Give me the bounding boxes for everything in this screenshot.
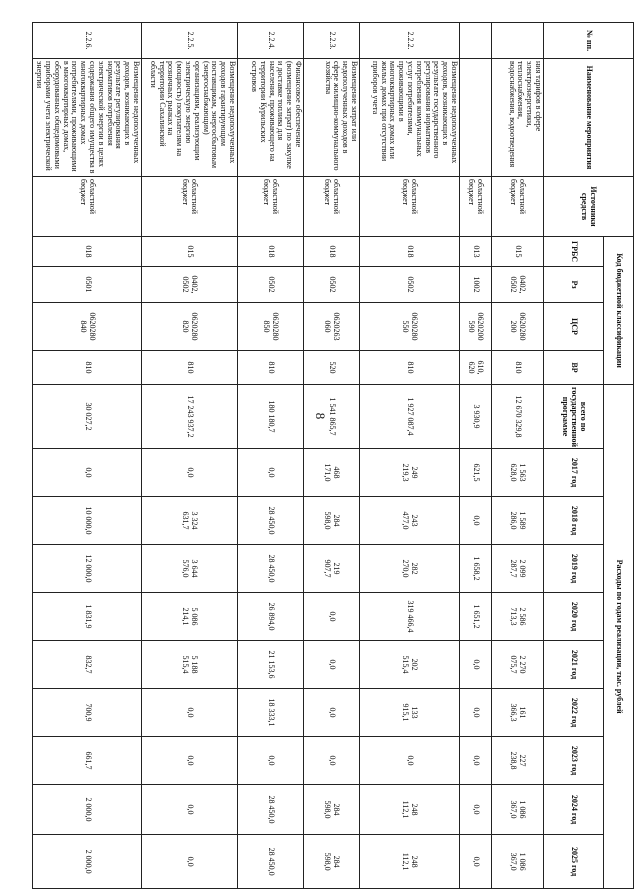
row-grbs: 015 — [142, 237, 238, 267]
budget-table — [32, 22, 634, 889]
row-source: областной бюджет — [142, 177, 238, 237]
header-year: 2025 год — [544, 835, 604, 889]
row-year-value: 3 644 576,0 — [142, 545, 238, 593]
row-year-value: 1 831,9 — [33, 593, 142, 641]
table-row — [33, 23, 142, 889]
header-row-top — [604, 23, 634, 889]
row-activity-name: Возмещение недополученных доходов гарантирующим поставщикам, энергосбытовым (энергоснабжающим) организациям, реализующим электрическую энергию (мощность) покупателям на розничных рынках на территории Сахалинской области — [142, 59, 238, 177]
row-grbs: 013 — [460, 237, 492, 267]
row-source: областной бюджет — [304, 177, 360, 237]
header-num: № пп. — [544, 23, 634, 59]
row-year-value: 2 000,0 — [33, 835, 142, 889]
row-year-value: 202 515,4 — [360, 641, 460, 689]
row-year-value: 284 598,0 — [304, 785, 360, 835]
row-grbs: 015 — [492, 237, 544, 267]
row-num: 2.2.4. — [238, 23, 304, 59]
header-vr: ВР — [544, 351, 604, 385]
row-year-value: 0,0 — [142, 737, 238, 785]
row-rz: 1002 — [460, 267, 492, 303]
table-row — [142, 23, 238, 889]
row-year-value: 1 589 286,0 — [492, 497, 544, 545]
row-year-value: 28 450,0 — [238, 835, 304, 889]
header-csr: ЦСР — [544, 303, 604, 351]
header-sources: Источники средств — [544, 177, 634, 237]
header-budget-code: Код бюджетной классификации — [604, 237, 634, 385]
row-total: 17 243 937,2 — [142, 385, 238, 449]
row-num: 2.2.6. — [33, 23, 142, 59]
row-year-value: 621,5 — [460, 449, 492, 497]
row-year-value: 2 099 287,7 — [492, 545, 544, 593]
row-csr: 0620200 590 — [460, 303, 492, 351]
row-year-value: 28 450,0 — [238, 785, 304, 835]
row-year-value: 282 270,0 — [360, 545, 460, 593]
row-num: 2.2.2. — [360, 23, 460, 59]
row-year-value: 284 598,0 — [304, 835, 360, 889]
row-year-value: 0,0 — [304, 641, 360, 689]
row-year-value: 0,0 — [142, 785, 238, 835]
row-source: областной бюджет — [33, 177, 142, 237]
row-num — [492, 23, 544, 59]
row-num: 2.2.3. — [304, 23, 360, 59]
row-total: 180 180,7 — [238, 385, 304, 449]
row-year-value: 0,0 — [360, 737, 460, 785]
row-grbs: 018 — [238, 237, 304, 267]
row-total: 3 930,9 — [460, 385, 492, 449]
row-rz: 0501 — [33, 267, 142, 303]
row-activity-name: Возмещение затрат или недополученных доходов в сфере жилищно-коммунального хозяйства — [304, 59, 360, 177]
row-activity-name: Возмещение недополученных доходов, возникающих в результате регулирования нормативов потребления электрической энергии в целях содержания общего имущества в многоквартирных домах потребителями, проживающими в многоквартирных домах, оборудованных общедомовыми приборами учета электрической энергии — [33, 59, 142, 177]
row-year-value: 133 915,1 — [360, 689, 460, 737]
row-year-value: 5 188 515,4 — [142, 641, 238, 689]
row-year-value: 3 324 631,7 — [142, 497, 238, 545]
table-row — [460, 23, 492, 889]
row-year-value: 18 333,1 — [238, 689, 304, 737]
row-year-value: 248 112,1 — [360, 835, 460, 889]
row-year-value: 0,0 — [304, 689, 360, 737]
row-activity-name: ния тарифов в сфере электроэнергетики, теплоснабжения, водоснабжения, водоотведения — [492, 59, 544, 177]
row-source: областной бюджет — [492, 177, 544, 237]
row-vr: 810 — [360, 351, 460, 385]
row-vr: 810 — [492, 351, 544, 385]
row-year-value: 0,0 — [460, 737, 492, 785]
row-year-value: 1 086 367,0 — [492, 785, 544, 835]
header-year: 2024 год — [544, 785, 604, 835]
table-row — [238, 23, 304, 889]
table-row — [304, 23, 360, 889]
row-rz: 0502 — [304, 267, 360, 303]
row-grbs: 018 — [304, 237, 360, 267]
row-year-value: 248 112,1 — [360, 785, 460, 835]
row-year-value: 0,0 — [460, 785, 492, 835]
row-year-value: 2 000,0 — [33, 785, 142, 835]
row-source: областной бюджет — [360, 177, 460, 237]
row-year-value: 0,0 — [304, 593, 360, 641]
row-year-value: 2 270 075,7 — [492, 641, 544, 689]
header-year: 2023 год — [544, 737, 604, 785]
row-year-value: 0,0 — [460, 835, 492, 889]
row-year-value: 28 450,0 — [238, 497, 304, 545]
row-year-value: 0,0 — [460, 497, 492, 545]
row-year-value: 28 450,0 — [238, 545, 304, 593]
row-year-value: 0,0 — [304, 737, 360, 785]
row-year-value: 0,0 — [238, 449, 304, 497]
row-rz: 0402, 0502 — [492, 267, 544, 303]
row-year-value: 227 238,8 — [492, 737, 544, 785]
row-vr: 810 — [33, 351, 142, 385]
row-vr: 810 — [142, 351, 238, 385]
row-csr: 0620280 550 — [360, 303, 460, 351]
row-year-value: 219 907,7 — [304, 545, 360, 593]
row-year-value: 0,0 — [460, 689, 492, 737]
row-csr: 0620280 840 — [33, 303, 142, 351]
row-year-value: 161 366,3 — [492, 689, 544, 737]
row-rz: 0502 — [360, 267, 460, 303]
row-year-value: 661,7 — [33, 737, 142, 785]
header-rz: Рз — [544, 267, 604, 303]
row-year-value: 284 598,0 — [304, 497, 360, 545]
row-grbs: 018 — [360, 237, 460, 267]
row-year-value: 832,7 — [33, 641, 142, 689]
header-year: 2019 год — [544, 545, 604, 593]
row-year-value: 10 000,0 — [33, 497, 142, 545]
header-year: 2020 год — [544, 593, 604, 641]
header-expenses: Расходы по годам реализации, тыс. рублей — [604, 385, 634, 889]
header-year: 2022 год — [544, 689, 604, 737]
header-year: 2017 год — [544, 449, 604, 497]
row-year-value: 1 651,2 — [460, 593, 492, 641]
row-year-value: 0,0 — [142, 449, 238, 497]
row-csr: 0620263 060 — [304, 303, 360, 351]
row-year-value: 468 171,0 — [304, 449, 360, 497]
row-year-value: 249 219,3 — [360, 449, 460, 497]
row-year-value: 319 466,4 — [360, 593, 460, 641]
table-row — [492, 23, 544, 889]
row-year-value: 700,9 — [33, 689, 142, 737]
row-total: 12 670 329,8 — [492, 385, 544, 449]
row-year-value: 0,0 — [142, 835, 238, 889]
budget-sheet — [35, 22, 634, 888]
row-year-value: 0,0 — [142, 689, 238, 737]
row-year-value: 0,0 — [460, 641, 492, 689]
row-csr: 0620280 200 — [492, 303, 544, 351]
row-total: 30 027,2 — [33, 385, 142, 449]
header-name: Наименование мероприятия — [544, 59, 634, 177]
page-number: 8 — [313, 412, 328, 420]
row-total: 1 541 865,7 — [304, 385, 360, 449]
row-source: областной бюджет — [238, 177, 304, 237]
row-vr: 610, 620 — [460, 351, 492, 385]
row-year-value: 12 000,0 — [33, 545, 142, 593]
row-year-value: 5 086 214,1 — [142, 593, 238, 641]
row-year-value: 243 477,0 — [360, 497, 460, 545]
row-num — [460, 23, 492, 59]
row-year-value: 1 658,2 — [460, 545, 492, 593]
row-activity-name — [460, 59, 492, 177]
row-num: 2.2.5. — [142, 23, 238, 59]
row-rz: 0402, 0502 — [142, 267, 238, 303]
row-rz: 0502 — [238, 267, 304, 303]
row-csr: 0620280 850 — [238, 303, 304, 351]
row-vr: 520 — [304, 351, 360, 385]
header-grbs: ГРБС — [544, 237, 604, 267]
header-year: 2021 год — [544, 641, 604, 689]
row-year-value: 21 153,6 — [238, 641, 304, 689]
row-csr: 0620280 820 — [142, 303, 238, 351]
header-year: 2018 год — [544, 497, 604, 545]
row-year-value: 0,0 — [238, 737, 304, 785]
row-year-value: 1 086 367,0 — [492, 835, 544, 889]
table-row — [360, 23, 460, 889]
row-source: областной бюджет — [460, 177, 492, 237]
row-vr: 810 — [238, 351, 304, 385]
row-activity-name: Возмещение недополученных доходов, возникающих в результате государственного регулирования нормативов потребления коммунальных услуг потребителями, проживающими в многоквартирных домах или жилых домах при отсутствии приборов учета — [360, 59, 460, 177]
header-total: всего по государственной программе — [544, 385, 604, 449]
row-year-value: 26 894,0 — [238, 593, 304, 641]
row-grbs: 018 — [33, 237, 142, 267]
row-activity-name: Финансовое обеспечение (возмещение затрат) по закупке и доставке топлива для населения, проживающего на территории Курильских островов — [238, 59, 304, 177]
row-year-value: 2 586 713,3 — [492, 593, 544, 641]
row-year-value: 0,0 — [33, 449, 142, 497]
row-total: 1 927 087,4 — [360, 385, 460, 449]
row-year-value: 1 563 628,0 — [492, 449, 544, 497]
